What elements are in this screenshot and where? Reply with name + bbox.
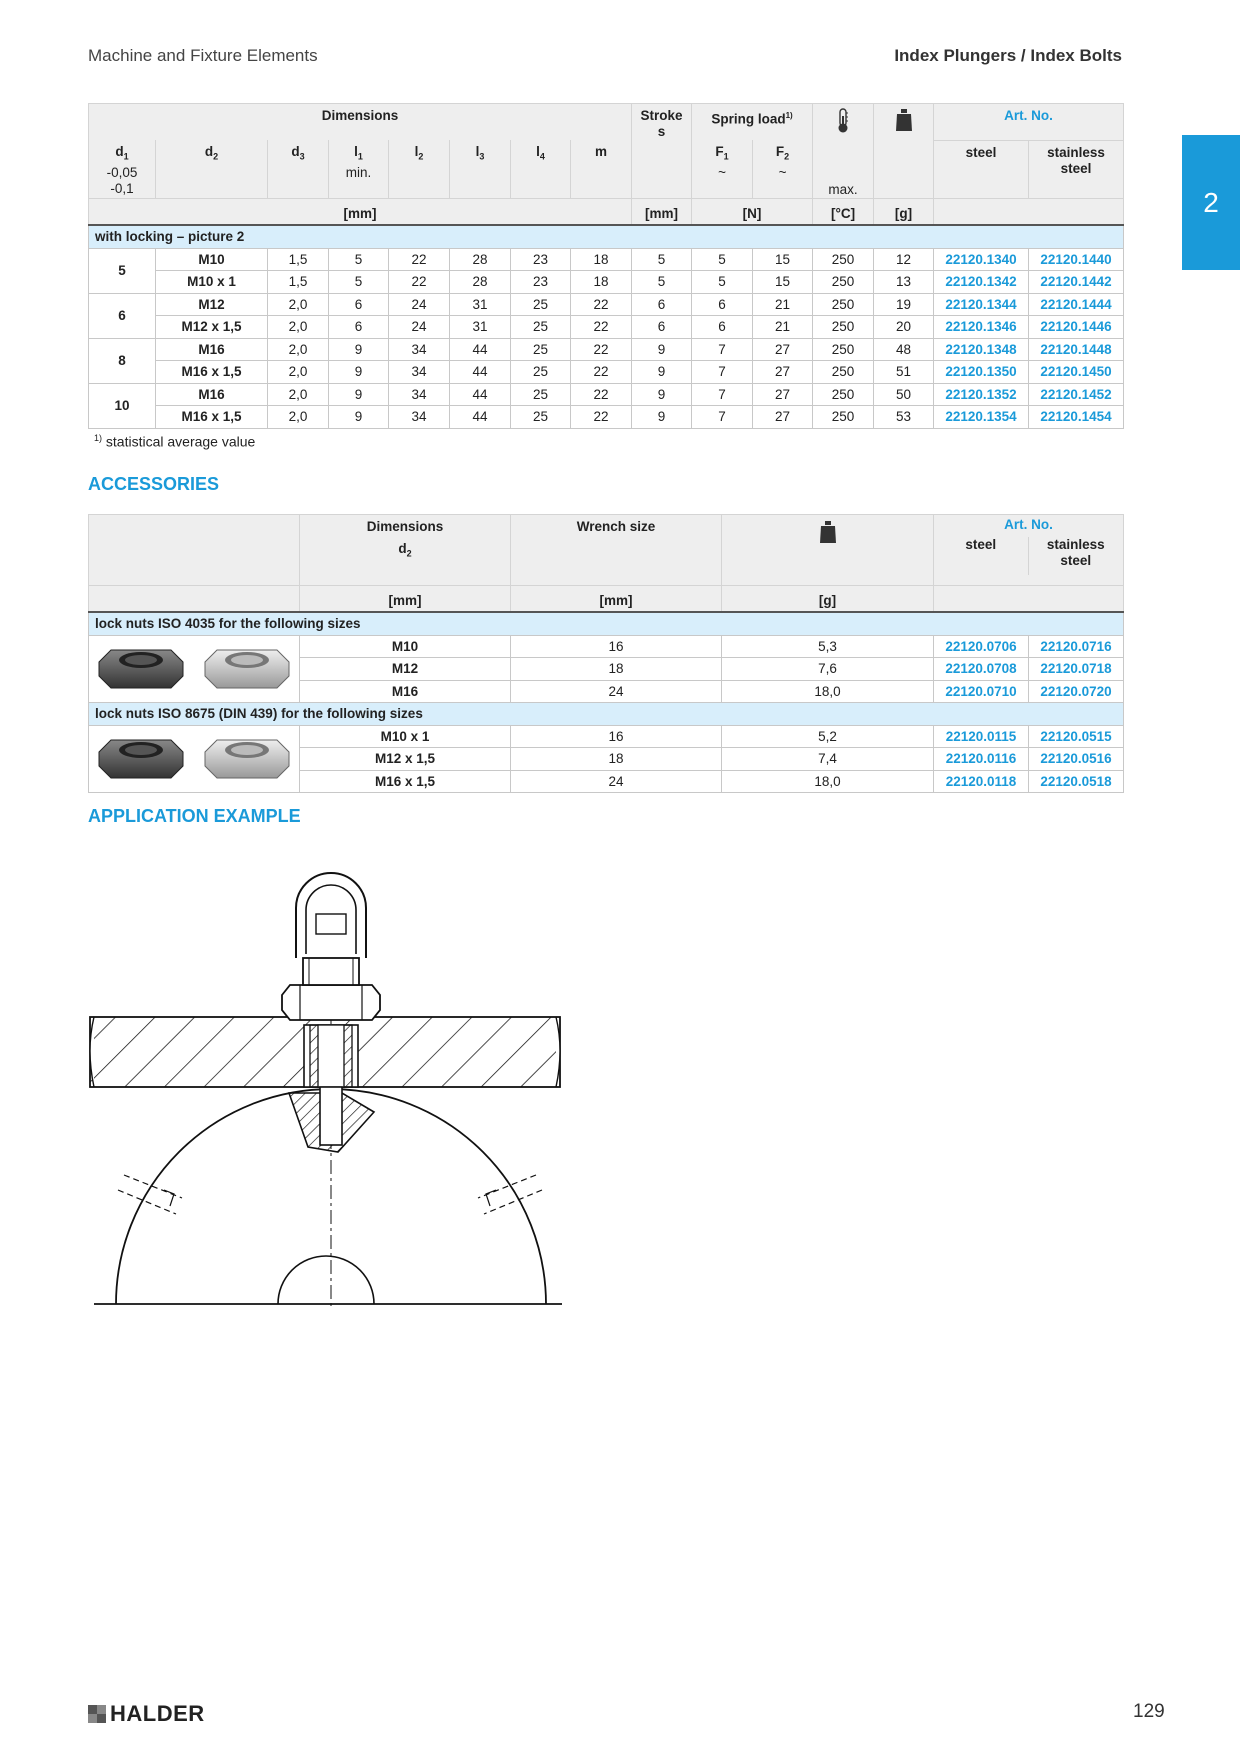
acc-header-art: Art. No. steel stainless steel (934, 515, 1124, 586)
header-l4: $l_4$ (511, 140, 571, 199)
table-cell: 5 (632, 271, 692, 294)
table-cell: 44 (450, 406, 511, 429)
nut-image-iso4035 (89, 635, 300, 703)
cell-d1: 6 (89, 293, 156, 338)
table-cell: 9 (329, 361, 389, 384)
table-cell: 20 (874, 316, 934, 339)
unit-g: [g] (874, 199, 934, 226)
cell-d1: 5 (89, 248, 156, 293)
cell-d2: M16 (156, 338, 268, 361)
table-cell: 34 (389, 338, 450, 361)
application-heading: APPLICATION EXAMPLE (88, 806, 301, 826)
section-iso-4035: lock nuts ISO 4035 for the following sizes (89, 612, 1124, 635)
art-no-stainless[interactable]: 22120.0716 (1029, 635, 1124, 658)
art-no-stainless[interactable]: 22120.1442 (1029, 271, 1124, 294)
table-cell: 5 (692, 248, 753, 271)
header-d1: $d_1$ -0,05 -0,1 (89, 140, 156, 199)
table-cell: 27 (753, 338, 813, 361)
table-cell: 18,0 (722, 680, 934, 703)
table-cell: 2,0 (268, 338, 329, 361)
art-no-stainless[interactable]: 22120.1448 (1029, 338, 1124, 361)
cell-d2: M16 x 1,5 (156, 361, 268, 384)
table-row (89, 248, 1124, 271)
table-cell: 9 (632, 383, 692, 406)
art-no-stainless[interactable]: 22120.1454 (1029, 406, 1124, 429)
table-cell: 24 (389, 293, 450, 316)
table-cell: 44 (450, 383, 511, 406)
header-steel: steel (934, 140, 1029, 199)
art-no-steel[interactable]: 22120.0708 (934, 658, 1029, 681)
table-cell: 9 (329, 406, 389, 429)
acc-header-dimensions: Dimensions $d_2$ (300, 515, 511, 586)
application-drawing (84, 850, 574, 1310)
table-cell: 5 (329, 271, 389, 294)
table-cell: 50 (874, 383, 934, 406)
cell-d2: M12 x 1,5 (156, 316, 268, 339)
table-cell: 9 (329, 338, 389, 361)
art-no-stainless[interactable]: 22120.0718 (1029, 658, 1124, 681)
accessories-table (88, 514, 1124, 793)
table-cell: 44 (450, 338, 511, 361)
art-no-stainless[interactable]: 22120.1452 (1029, 383, 1124, 406)
art-no-stainless[interactable]: 22120.0518 (1029, 770, 1124, 793)
cell-size: M10 x 1 (300, 725, 511, 748)
table-cell: 6 (632, 293, 692, 316)
art-no-stainless[interactable]: 22120.1450 (1029, 361, 1124, 384)
header-section-title: Machine and Fixture Elements (88, 46, 318, 65)
table-cell: 25 (511, 338, 571, 361)
header-art-no: Art. No. (934, 104, 1124, 141)
table-row (89, 635, 1124, 658)
table-row (89, 383, 1124, 406)
table-cell: 18 (571, 248, 632, 271)
table-cell: 250 (813, 361, 874, 384)
art-no-stainless[interactable]: 22120.0720 (1029, 680, 1124, 703)
cell-d2: M16 (156, 383, 268, 406)
header-stroke: Stroke s (632, 104, 692, 141)
table-cell: 6 (692, 316, 753, 339)
cell-d1: 10 (89, 383, 156, 428)
unit-c: [°C] (813, 199, 874, 226)
weight-icon (874, 104, 934, 141)
table-cell: 34 (389, 406, 450, 429)
header-max: max. (813, 140, 874, 199)
index-bolt-table (88, 103, 1124, 429)
table-cell: 250 (813, 406, 874, 429)
header-d3: $d_3$ (268, 140, 329, 199)
table-cell: 24 (511, 680, 722, 703)
cell-size: M16 (300, 680, 511, 703)
art-no-steel[interactable]: 22120.0116 (934, 748, 1029, 771)
table-cell: 23 (511, 248, 571, 271)
table-cell: 18 (571, 271, 632, 294)
accessories-heading: ACCESSORIES (88, 474, 220, 494)
acc-header-wrench: Wrench size (511, 515, 722, 586)
table-cell: 1,5 (268, 271, 329, 294)
acc-unit-mm: [mm] (300, 586, 511, 613)
table-cell: 31 (450, 293, 511, 316)
table-cell: 51 (874, 361, 934, 384)
table-cell: 250 (813, 383, 874, 406)
art-no-steel[interactable]: 22120.1352 (934, 383, 1029, 406)
header-stainless: stainless steel (1029, 140, 1124, 199)
table-cell: 250 (813, 271, 874, 294)
nut-dark-icon (93, 646, 189, 692)
cell-size: M10 (300, 635, 511, 658)
cell-d2: M10 (156, 248, 268, 271)
table-cell: 9 (329, 383, 389, 406)
art-no-steel[interactable]: 22120.0118 (934, 770, 1029, 793)
table-cell: 5,2 (722, 725, 934, 748)
header-d2: $d_2$ (156, 140, 268, 199)
section-with-locking: with locking – picture 2 (89, 225, 1124, 248)
nut-image-iso8675 (89, 725, 300, 793)
table-cell: 250 (813, 316, 874, 339)
table-cell: 18 (511, 658, 722, 681)
cell-d2: M10 x 1 (156, 271, 268, 294)
section-iso-8675: lock nuts ISO 8675 (DIN 439) for the following sizes (89, 703, 1124, 726)
table-cell: 24 (389, 316, 450, 339)
table-cell: 2,0 (268, 293, 329, 316)
art-no-steel[interactable]: 22120.0706 (934, 635, 1029, 658)
table-cell: 22 (571, 406, 632, 429)
table-cell: 9 (632, 406, 692, 429)
table-cell: 13 (874, 271, 934, 294)
header-m: m (571, 140, 632, 199)
table-row (89, 338, 1124, 361)
table-cell: 12 (874, 248, 934, 271)
table-cell: 250 (813, 338, 874, 361)
header-f2: $F_2$ ~ (753, 140, 813, 199)
header-l3: $l_3$ (450, 140, 511, 199)
table-cell: 19 (874, 293, 934, 316)
table-cell: 31 (450, 316, 511, 339)
table-cell: 7 (692, 338, 753, 361)
table-cell: 7,4 (722, 748, 934, 771)
table-cell: 53 (874, 406, 934, 429)
table-cell: 2,0 (268, 406, 329, 429)
table-cell: 16 (511, 725, 722, 748)
table-cell: 22 (571, 338, 632, 361)
art-no-steel[interactable]: 22120.1340 (934, 248, 1029, 271)
art-no-steel[interactable]: 22120.1348 (934, 338, 1029, 361)
page-number: 129 (1133, 1701, 1165, 1722)
table-cell: 27 (753, 361, 813, 384)
unit-mm-stroke: [mm] (632, 199, 692, 226)
cell-d2: M12 (156, 293, 268, 316)
table-row (89, 316, 1124, 339)
nut-dark-icon (93, 736, 189, 782)
thermometer-icon (813, 104, 874, 141)
art-no-stainless[interactable]: 22120.1444 (1029, 293, 1124, 316)
table-cell: 25 (511, 293, 571, 316)
table-cell: 18 (511, 748, 722, 771)
table-cell: 22 (571, 361, 632, 384)
header-dimensions: Dimensions (89, 104, 632, 141)
art-no-steel[interactable]: 22120.1350 (934, 361, 1029, 384)
art-no-steel[interactable]: 22120.1342 (934, 271, 1029, 294)
table-cell: 6 (692, 293, 753, 316)
table-cell: 2,0 (268, 361, 329, 384)
acc-unit-g: [g] (722, 586, 934, 613)
art-no-stainless[interactable]: 22120.0515 (1029, 725, 1124, 748)
table-cell: 27 (753, 406, 813, 429)
logo-mark-icon (88, 1705, 106, 1723)
table-cell: 25 (511, 316, 571, 339)
header-l2: $l_2$ (389, 140, 450, 199)
cell-size: M12 (300, 658, 511, 681)
table-cell: 22 (389, 271, 450, 294)
table-cell: 250 (813, 293, 874, 316)
footnote: $^{1)}$ statistical average value (94, 433, 256, 450)
table-cell: 28 (450, 248, 511, 271)
chapter-tab[interactable]: 2 (1182, 135, 1240, 270)
table-cell: 250 (813, 248, 874, 271)
table-cell: 24 (511, 770, 722, 793)
table-cell: 7 (692, 383, 753, 406)
table-cell: 6 (632, 316, 692, 339)
table-cell: 9 (632, 361, 692, 384)
table-row (89, 361, 1124, 384)
table-cell: 7 (692, 406, 753, 429)
table-cell: 15 (753, 271, 813, 294)
table-cell: 21 (753, 316, 813, 339)
art-no-steel[interactable]: 22120.1344 (934, 293, 1029, 316)
cell-size: M12 x 1,5 (300, 748, 511, 771)
table-cell: 34 (389, 383, 450, 406)
table-cell: 16 (511, 635, 722, 658)
cell-size: M16 x 1,5 (300, 770, 511, 793)
table-row (89, 725, 1124, 748)
header-f1: $F_1$ ~ (692, 140, 753, 199)
art-no-steel[interactable]: 22120.1354 (934, 406, 1029, 429)
table-cell: 18,0 (722, 770, 934, 793)
weight-icon (722, 515, 934, 586)
table-cell: 21 (753, 293, 813, 316)
art-no-steel[interactable]: 22120.0710 (934, 680, 1029, 703)
cell-d1: 8 (89, 338, 156, 383)
table-cell: 25 (511, 383, 571, 406)
table-cell: 6 (329, 293, 389, 316)
table-cell: 1,5 (268, 248, 329, 271)
table-cell: 22 (571, 293, 632, 316)
table-cell: 6 (329, 316, 389, 339)
table-cell: 23 (511, 271, 571, 294)
header-l1: $l_1$ min. (329, 140, 389, 199)
nut-chrome-icon (199, 736, 295, 782)
table-cell: 27 (753, 383, 813, 406)
table-cell: 22 (571, 316, 632, 339)
table-row (89, 406, 1124, 429)
table-cell: 22 (389, 248, 450, 271)
table-cell: 25 (511, 361, 571, 384)
unit-n: [N] (692, 199, 813, 226)
halder-logo: HALDER (88, 1701, 205, 1727)
art-no-stainless[interactable]: 22120.0516 (1029, 748, 1124, 771)
cell-d2: M16 x 1,5 (156, 406, 268, 429)
art-no-stainless[interactable]: 22120.1446 (1029, 316, 1124, 339)
table-cell: 48 (874, 338, 934, 361)
header-spring-load: Spring load$^{1)}$ (692, 104, 813, 141)
art-no-stainless[interactable]: 22120.1440 (1029, 248, 1124, 271)
header-product-title: Index Plungers / Index Bolts (894, 46, 1122, 65)
table-cell: 28 (450, 271, 511, 294)
table-cell: 22 (571, 383, 632, 406)
table-cell: 9 (632, 338, 692, 361)
unit-mm: [mm] (89, 199, 632, 226)
table-cell: 5 (329, 248, 389, 271)
table-cell: 2,0 (268, 316, 329, 339)
table-cell: 44 (450, 361, 511, 384)
table-cell: 2,0 (268, 383, 329, 406)
table-row (89, 293, 1124, 316)
table-cell: 15 (753, 248, 813, 271)
nut-chrome-icon (199, 646, 295, 692)
table-cell: 5,3 (722, 635, 934, 658)
table-cell: 25 (511, 406, 571, 429)
table-cell: 34 (389, 361, 450, 384)
table-row (89, 271, 1124, 294)
table-cell: 7,6 (722, 658, 934, 681)
art-no-steel[interactable]: 22120.0115 (934, 725, 1029, 748)
table-cell: 7 (692, 361, 753, 384)
table-cell: 5 (632, 248, 692, 271)
table-cell: 5 (692, 271, 753, 294)
art-no-steel[interactable]: 22120.1346 (934, 316, 1029, 339)
acc-unit-mm2: [mm] (511, 586, 722, 613)
